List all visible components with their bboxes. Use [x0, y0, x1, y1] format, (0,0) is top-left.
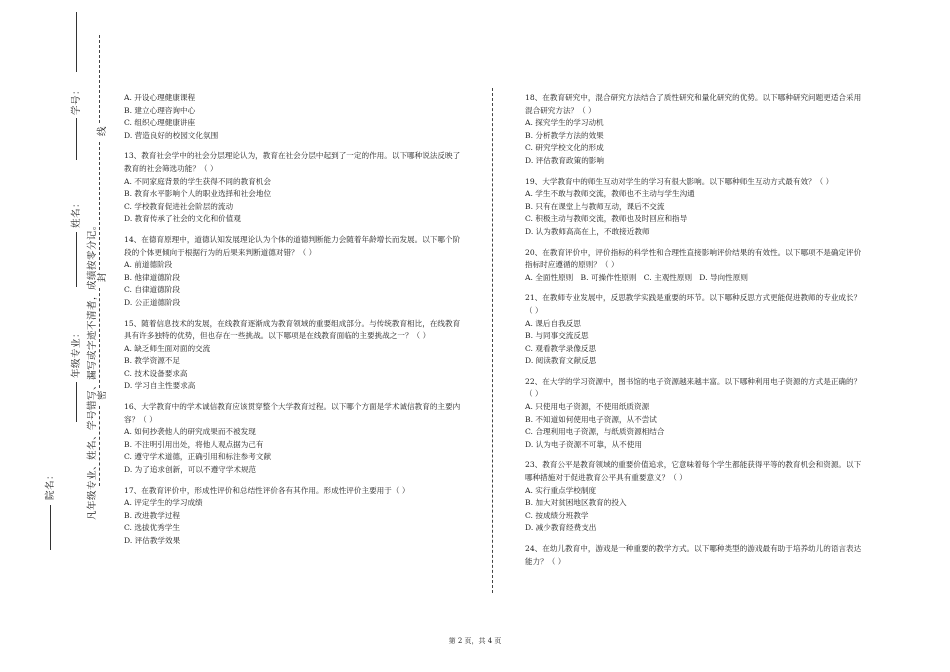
page-footer: 第 2 页，共 4 页: [448, 637, 502, 645]
option-a: A. 探究学生的学习动机: [525, 118, 604, 128]
option-a: A. 缺乏师生面对面的交流: [124, 343, 211, 353]
student-id-underline: [76, 118, 77, 160]
question-20: [525, 247, 865, 285]
seal-dashline-bottom: [99, 406, 100, 486]
option-d: D. 认为电子资源不可靠，从不使用: [525, 439, 642, 449]
question-16: [124, 401, 464, 477]
major-underline: [76, 382, 77, 422]
option-a: A. 实行重点学校制度: [525, 485, 597, 495]
options-line: A. 全面性原则 B. 可操作性原则 C. 主观性原则 D. 导向性原则: [525, 272, 748, 282]
option-b: B. 加大对贫困地区教育的投入: [525, 498, 627, 508]
option-d: D. 营造良好的校园文化氛围: [124, 130, 219, 140]
option-d: D. 评估教学效果: [124, 536, 181, 545]
question-24: [525, 543, 865, 568]
seal-char-line: 线: [97, 125, 108, 136]
question-stem: 22、在大学的学习资源中，图书馆的电子资源越来越丰富。以下哪种利用电子资源的方式是正确的？（ ）: [525, 376, 862, 399]
seal-dashline-mid1: [99, 142, 100, 270]
question-18: [525, 92, 865, 168]
option-a: A. 课后自我反思: [525, 318, 581, 328]
question-stem: 20、在教育评价中，评价指标的科学性和合理性直接影响评价结果的有效性。以下哪项不是确定评价指标时应遵循的原则？（ ）: [525, 247, 862, 270]
option-b: B. 只有在课堂上与教师互动，课后不交流: [525, 201, 665, 211]
question-13: [124, 150, 464, 226]
option-b: B. 不注明引用出处，将他人观点据为己有: [124, 439, 264, 449]
option-c: C. 学校教育促进社会阶层的流动: [124, 201, 234, 211]
student-id-top-line: [76, 12, 77, 72]
question-stem: 17、在教育评价中，形成性评价和总结性评价各有其作用。形成性评价主要用于（ ）: [124, 485, 410, 495]
seal-dashline-top: [99, 35, 100, 123]
question-stem: 18、在教育研究中，混合研究方法结合了质性研究和量化研究的优势。以下哪种研究问题更适合采用混合研究方法？（ ）: [525, 93, 862, 115]
option-d: D. 学习自主性要求高: [124, 381, 196, 391]
option-c: C. 选拔优秀学生: [124, 523, 180, 533]
option-b: B. 教育水平影响个人的职业选择和社会地位: [124, 189, 272, 199]
binding-notice: 凡年级专业、姓名、学号错写、漏写或字迹不清者，成绩按零分记。: [87, 219, 98, 520]
question-23: [525, 459, 865, 535]
option-c: C. 遵守学术道德，正确引用和标注参考文献: [124, 452, 272, 462]
option-b: B. 教学资源不足: [124, 356, 180, 366]
binding-margin: [0, 0, 110, 672]
option-c: C. 自律道德阶段: [124, 285, 180, 295]
option-d: D. 为了追求创新，可以不遵守学术规范: [124, 465, 257, 475]
question-stem: 14、在德育原理中，道德认知发展理论认为个体的道德判断能力会随着年龄增长而发展。以下哪个阶段的个体更倾向于根据行为的后果来判断道德对错？（ ）: [124, 234, 461, 257]
question-stem: 16、大学教育中的学术诚信教育应该贯穿整个大学教育过程。以下哪个方面是学术诚信教育的主要内容？（ ）: [124, 402, 461, 424]
option-d: D. 教育传承了社会的文化和价值观: [124, 214, 241, 224]
question-19: [525, 176, 865, 239]
name-underline: [76, 232, 77, 287]
seal-char-mi: 密: [97, 389, 108, 400]
question-stem: 23、教育公平是教育领域的重要价值追求，它意味着每个学生都能获得平等的教育机会和资源。以下哪种措施对于促进教育公平具有重要意义？（ ）: [525, 460, 862, 483]
option-c: C. 合理利用电子资源，与纸质资源相结合: [525, 427, 665, 437]
option-c: C. 观看教学录像反思: [525, 343, 597, 353]
question-17: [124, 485, 464, 548]
option-d: D. 减少教育经费支出: [525, 523, 597, 533]
question-21: [525, 292, 865, 368]
option-b: B. 改进教学过程: [124, 510, 180, 520]
option-d: D. 评估教育政策的影响: [525, 155, 604, 165]
option-c: C. 技术设备要求高: [124, 368, 188, 378]
option-c: C. 按成绩分班教学: [525, 510, 589, 520]
option-d: D. 认为教师高高在上，不敢接近教师: [525, 226, 650, 236]
option-b: B. 他律道德阶段: [124, 272, 180, 282]
question-stem: 21、在教师专业发展中，反思教学实践是重要的环节。以下哪种反思方式更能促进教师的专业成长？（ ）: [525, 293, 862, 315]
seal-char-seal: 封: [97, 271, 108, 282]
school-underline: [50, 505, 51, 550]
student-id-label: 学号：: [71, 84, 82, 115]
option-b: B. 建立心理咨询中心: [124, 105, 196, 115]
option-c: C. 研究学校文化的形成: [525, 143, 604, 153]
left-column: [124, 92, 464, 548]
question-stem: 13、教育社会学中的社会分层理论认为，教育在社会分层中起到了一定的作用。以下哪种说法反映了教育的社会筛选功能？（ ）: [124, 151, 461, 173]
right-column: [525, 92, 865, 568]
option-a: A. 不同家庭背景的学生获得不同的教育机会: [124, 176, 271, 186]
option-a: A. 前道德阶段: [124, 260, 173, 270]
school-label: 院名：: [45, 469, 56, 500]
question-stem: 19、大学教育中的师生互动对学生的学习有很大影响。以下哪种师生互动方式最有效？（ ）: [525, 176, 834, 186]
option-c: C. 积极主动与教师交流，教师也及时回应和指导: [525, 214, 688, 224]
name-label: 姓名：: [71, 197, 82, 228]
major-label: 年级专业：: [71, 327, 82, 378]
question-14: [124, 234, 464, 310]
option-b: B. 与同事交流反思: [525, 331, 589, 341]
option-b: B. 不知道如何使用电子资源，从不尝试: [525, 414, 657, 424]
option-c: C. 组织心理健康讲座: [124, 118, 196, 128]
option-b: B. 分析教学方法的效果: [525, 130, 604, 140]
question-stem: 24、在幼儿教育中，游戏是一种重要的教学方式。以下哪种类型的游戏最有助于培养幼儿的语言表达能力？（ ）: [525, 544, 862, 566]
option-a: A. 学生不敢与教师交流，教师也不主动与学生沟通: [525, 189, 695, 199]
option-a: A. 如何抄袭他人的研究成果而不被发现: [124, 427, 256, 437]
option-a: A. 开设心理健康课程: [124, 93, 196, 102]
option-d: D. 公正道德阶段: [124, 297, 181, 307]
option-d: D. 阅读教育文献反思: [525, 356, 597, 366]
seal-dashline-mid2: [99, 288, 100, 388]
question-22: [525, 376, 865, 452]
question-stem: 15、随着信息技术的发展，在线教育逐渐成为教育领域的重要组成部分。与传统教育相比，在线教育具有许多独特的优势，但也存在一些挑战。以下哪项是在线教育面临的主要挑战之一？（ ）: [124, 318, 461, 341]
column-divider: [492, 88, 493, 593]
question-12-options: [124, 92, 464, 142]
option-a: A. 只使用电子资源，不使用纸质资源: [525, 402, 650, 412]
question-15: [124, 318, 464, 394]
option-a: A. 评定学生的学习成绩: [124, 498, 203, 508]
